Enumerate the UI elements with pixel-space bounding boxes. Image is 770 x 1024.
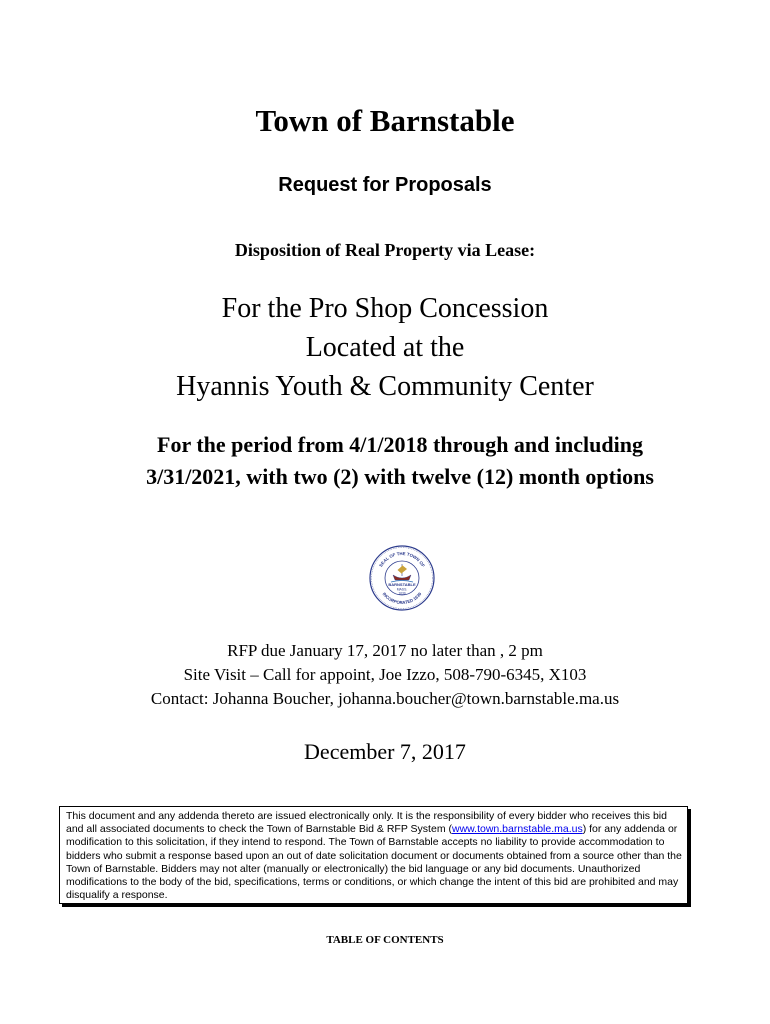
seal-bottom-text: INCORPORATED 1639	[381, 591, 423, 606]
concession-line: Located at the	[305, 332, 465, 363]
seal-center-text: MASS.	[396, 587, 408, 592]
table-of-contents-heading: TABLE OF CONTENTS	[326, 934, 444, 946]
notice-text: This document and any addenda thereto are issued electronically only. It is the responsibility of every bidder who receives this bid and all associated documents to check the Town of Barnstable Bid & RFP System (	[66, 810, 667, 836]
site-visit-line: Site Visit – Call for appoint, Joe Izzo, 508-790-6345, X103	[183, 665, 587, 684]
barnstable-website-link[interactable]: www.town.barnstable.ma.us	[451, 823, 583, 836]
contact-line: Contact: Johanna Boucher, johanna.boucher@town.barnstable.ma.us	[150, 689, 620, 708]
rfp-details	[0, 639, 770, 711]
document-title: Town of Barnstable	[255, 103, 515, 138]
disposition-heading: Disposition of Real Property via Lease:	[234, 240, 536, 260]
due-date-line: RFP due January 17, 2017 no later than , 2 pm	[227, 641, 543, 660]
electronic-notice-box	[59, 806, 688, 904]
seal-center-text: 1639	[398, 591, 406, 596]
concession-line: For the Pro Shop Concession	[221, 293, 549, 324]
seal-top-text: SEAL OF THE TOWN OF	[378, 550, 426, 568]
notice-text: ) for any addenda or modification to this solicitation, if they intend to respond. The Town of Barnstable accepts no liability to provide accommodation to bidders who submit a response based upon an out of date solicitation document or documents obtained from a source other than the Town of Barnstable. Bidders may not alter (manually or electronically) the bid language or any bid documents. Unauthorized modifications to the body of the bid, specifications, terms or conditions, or which change the intent of this bid are prohibited and may disqualify a response.	[66, 823, 682, 902]
concession-line: Hyannis Youth & Community Center	[176, 371, 594, 402]
concession-heading	[0, 289, 770, 406]
town-seal-logo	[369, 545, 435, 611]
issue-date: December 7, 2017	[304, 739, 466, 764]
document-subtitle: Request for Proposals	[278, 174, 492, 196]
seal-center-text: BARNSTABLE	[388, 582, 416, 587]
lease-period: For the period from 4/1/2018 through and including 3/31/2021, with two (2) with twelve (12) month options	[146, 432, 654, 489]
